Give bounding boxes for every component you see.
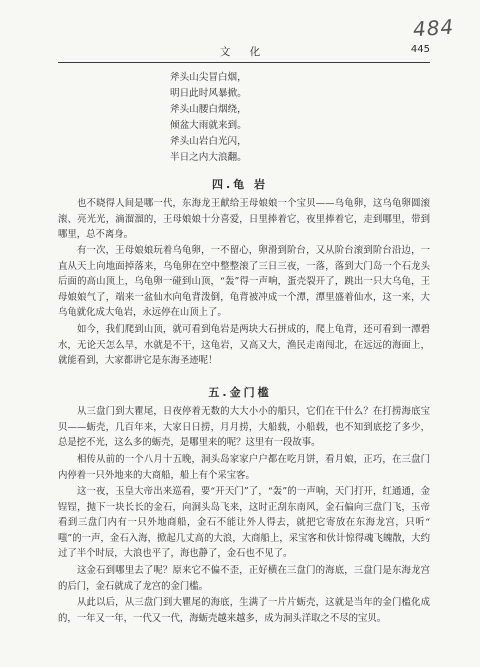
paragraph: 这金石到哪里去了呢？原来它不偏不歪，正好横在三盘门的海底，三盘门是东海龙宫的后门，金石就成了龙宫的金门槛。 xyxy=(58,565,430,592)
poem-line: 明日此时风暴掀。 xyxy=(170,88,247,99)
paragraph: 也不晓得人间是哪一代，东海龙王献给王母娘娘一个宝贝——乌龟卵，这乌龟卵圆滚滚、亮光光，滴溜溜的，王母娘娘十分喜爱，日里捧着它，夜里捧着它，走到哪里，带到哪里，总不离身。 xyxy=(58,198,430,241)
section-title-turtle-rock: 四.龟 岩 xyxy=(211,178,268,191)
folk-rhyme xyxy=(170,70,247,166)
page-number: 445 xyxy=(410,44,430,55)
poem-line: 倾盆大雨就来到。 xyxy=(170,120,247,131)
header-rule xyxy=(58,62,430,63)
paragraph: 相传从前的一个八月十五晚，洞头岛家家户户都在吃月饼，看月娘，正巧，在三盘门内停着一只外地来的大商船，船上有个采宝客。 xyxy=(58,454,430,481)
handwritten-page-mark: 484 xyxy=(412,14,455,42)
header-title: 文 化 xyxy=(219,46,269,58)
poem-line: 斧头山尖冒白烟， xyxy=(170,72,247,83)
poem-line: 斧头山腰白烟绕， xyxy=(170,104,247,115)
paragraph: 如今，我们爬到山顶，就可看到龟岩是两块大石拼成的，爬上龟背，还可看到一潭碧水，无论天怎么旱，水就是不干，这龟岩，又高又大，渔民走南闯北，在远远的海面上，就能看到，大家都讲它是东海圣迹呢！ xyxy=(58,324,430,367)
poem-line: 半日之内大浪翻。 xyxy=(170,152,247,163)
paragraph: 从三盘门到大瞿尾，日夜停着无数的大大小小的船只，它们在干什么？在打捞海底宝贝——蛎壳，几百年来，大家日日捞，月月捞，大船载，小船载，也不知到底挖了多少，总是挖不光，这么多的蛎壳，是哪里来的呢？这里有一段故事。 xyxy=(58,406,430,449)
paragraph: 有一次，王母娘娘玩着乌龟卵，一不留心，卵滑到阶台，又从阶台滚到阶台沿边，一直从天上向地面掉落来，乌龟卵在空中整整滚了三日三夜，一落，落到大门岛一个石龙头后面的高山顶上，乌龟卵一碰到山顶，“轰”得一声响，蛋壳裂开了，跳出一只大乌龟，王母娘娘气了，端来一盆仙水向龟背泼倒，龟背被冲成一个潭，潭里盛着仙水，这一来，大乌龟就化成大龟岩，永远停在山顶上了。 xyxy=(58,245,430,319)
paragraph: 从此以后，从三盘门到大瞿尾的海底，生满了一片片蛎壳，这就是当年的金门槛化成的，一年又一年，一代又一代，海蛎壳越来越多，成为洞头洋取之不尽的宝贝。 xyxy=(58,597,430,624)
paragraph: 这一夜，玉皇大帝出来巡看，要“开天门”了，“轰”的一声响，天门打开，红通通，金锃锃，抛下一块长长的金石，向洞头岛飞来，这时正刮东南风，金石偏向三盘门飞，玉帝看到三盘门内有一只外地商船，金石不能让外人得去，就把它寄放在东海龙宫，只听“ 嗤”的一声，金石入海，掀起几丈高的大浪，大商船上，采宝客和伙计惊得魂飞魄散，大约过了半个时辰，大浪也平了，海也静了，金石也不见了。 xyxy=(58,486,430,560)
running-header xyxy=(58,44,430,62)
poem-line: 斧头山岩白光闪， xyxy=(170,136,247,147)
section-title-golden-threshold: 五.金门槛 xyxy=(208,386,272,399)
